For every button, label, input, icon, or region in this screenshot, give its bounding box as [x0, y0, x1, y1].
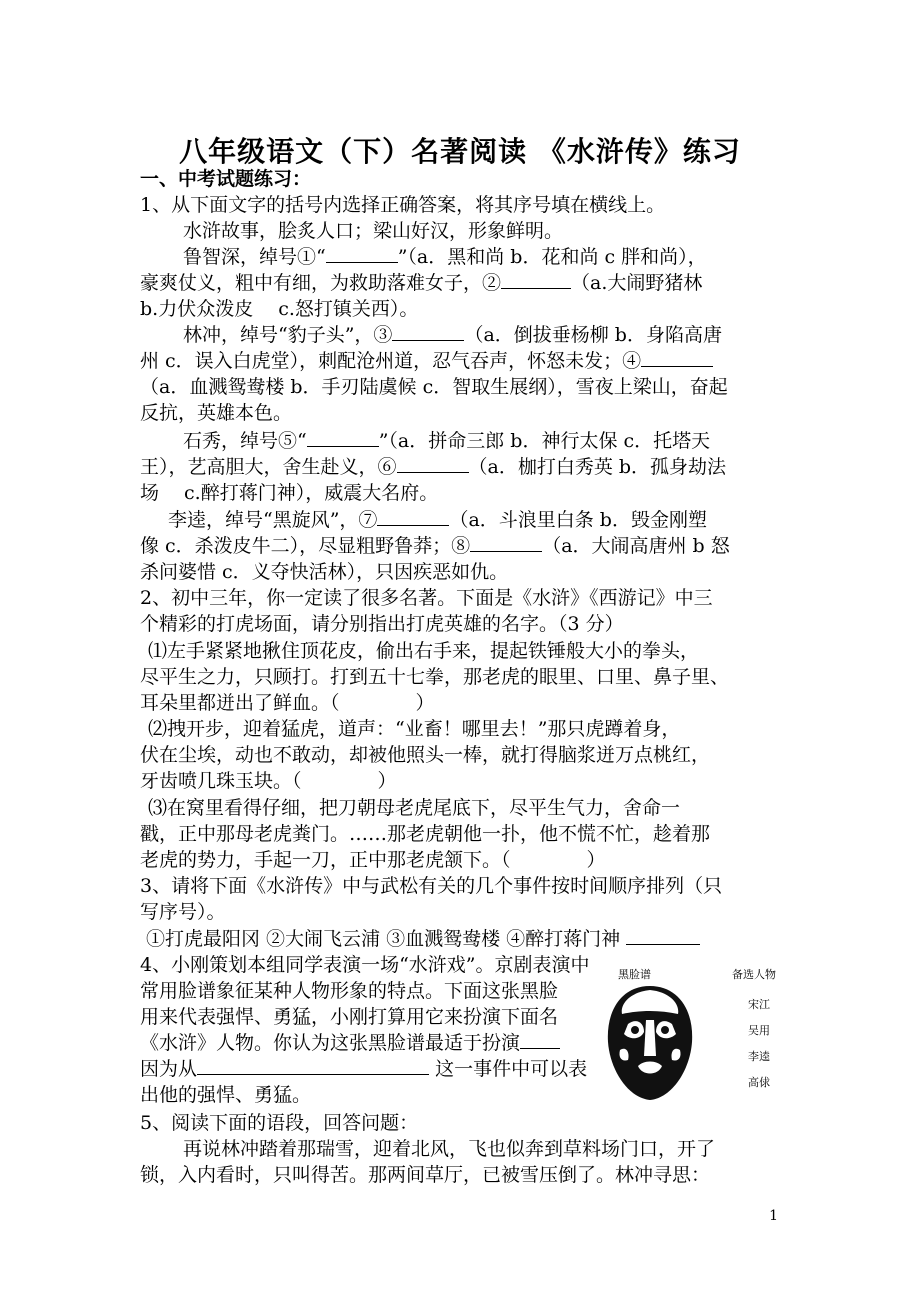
q1-prompt: 1、从下面文字的括号内选择正确答案，将其序号填在横线上。: [140, 194, 666, 216]
q3-prompt-line1: 3、请将下面《水浒传》中与武松有关的几个事件按时间顺序排列（只: [140, 875, 723, 897]
q1-sx-line3: 场 c.醉打蒋门神），威震大名府。: [140, 482, 439, 504]
q5-text-line2: 锁，入内看时，只叫得苦。那两间草厅，已被雪压倒了。林冲寻思：: [140, 1164, 711, 1186]
q3-items: [146, 926, 700, 952]
black-face-mask-icon: [600, 980, 700, 1105]
q4-text: 这一事件中可以表: [435, 1058, 588, 1080]
q1-text: （a.大闹野猪林: [571, 272, 703, 294]
q1-lzs-line2: [140, 270, 702, 296]
q2-c-line1: ⑶在窝里看得仔细，把刀朝母老虎尾底下，尽平生气力，舍命一: [148, 797, 681, 819]
q2-b-line2: 伏在尘埃，动也不敢动，却被他照头一棒，就打得脑浆迸万点桃红，: [140, 744, 711, 766]
q4-line1: 4、小刚策划本组同学表演一场“水浒戏”。京剧表演中: [140, 954, 590, 976]
q1-text: （a．倒拔垂杨柳 b．身陷高唐: [464, 324, 722, 346]
q1-lc-line1: [183, 322, 722, 348]
answer-blank-3[interactable]: [392, 322, 464, 341]
q1-lc-line2: [140, 348, 713, 374]
answer-blank-2[interactable]: [501, 270, 571, 289]
q4-line2: 常用脸谱象征某种人物形象的特点。下面这张黑脸: [140, 980, 559, 1002]
q1-lk-line2: [140, 533, 730, 559]
candidate-item: 吴用: [748, 1024, 770, 1037]
q1-text: 像 c．杀泼皮牛二），尽显粗野鲁莽；⑧: [140, 535, 471, 557]
q5-prompt: 5、阅读下面的语段，回答问题：: [140, 1112, 419, 1134]
q1-text: 李逵，绰号“黑旋风”，⑦: [168, 509, 378, 531]
q1-lk-line1: [168, 507, 707, 533]
q2-c-line3: 老虎的势力，手起一刀，正中那老虎颔下。（ ）: [140, 849, 606, 871]
answer-blank-6[interactable]: [397, 454, 469, 473]
q4-line4: [140, 1030, 560, 1056]
q1-text: 豪爽仗义，粗中有细，为救助落难女子，②: [140, 272, 502, 294]
q2-prompt-line1: 2、初中三年，你一定读了很多名著。下面是《水浒》《西游记》中三: [140, 587, 713, 609]
q3-prompt-line2: 写序号）。: [140, 901, 226, 923]
candidate-item: 李逵: [748, 1050, 770, 1063]
q3-items-text: ①打虎最阳冈 ②大闹飞云浦 ③血溅鸳鸯楼 ④醉打蒋门神: [146, 928, 621, 950]
q1-text: 鲁智深，绰号①“: [183, 246, 326, 268]
answer-blank-q4a[interactable]: [520, 1030, 560, 1049]
q2-a-line2: 尽平生之力，只顾打。打到五十七拳，那老虎的眼里、口里、鼻子里、: [140, 666, 730, 688]
answer-blank-q4b[interactable]: [197, 1056, 429, 1075]
q2-a-line3: 耳朵里都迸出了鲜血。（ ）: [140, 692, 435, 714]
q1-sx-line1: [183, 428, 710, 454]
answer-blank-5[interactable]: [307, 428, 379, 447]
answer-blank-8[interactable]: [470, 533, 542, 552]
q4-line6: 出他的强悍、勇猛。: [140, 1084, 312, 1106]
q4-line3: 用来代表强悍、勇猛，小刚打算用它来扮演下面名: [140, 1006, 559, 1028]
q1-text: ”（a．拼命三郎 b．神行太保 c．托塔天: [378, 430, 711, 452]
q4-text: 因为从: [140, 1058, 198, 1080]
q1-text: 州 c．误入白虎堂），刺配沧州道，忍气吞声，怀怒未发；④: [140, 350, 642, 372]
q1-text: 石秀，绰号⑤“: [183, 430, 307, 452]
page-title: 八年级语文（下）名著阅读 《水浒传》练习: [179, 135, 741, 168]
candidate-item: 宋江: [748, 998, 770, 1011]
q1-text: ”（a．黑和尚 b．花和尚 c 胖和尚），: [397, 246, 707, 268]
q1-text: （a．大闹高唐州 b 怒: [542, 535, 730, 557]
q2-b-line3: 牙齿喷几珠玉块。（ ）: [140, 770, 397, 792]
q2-a-line1: ⑴左手紧紧地揪住顶花皮，偷出右手来，提起铁锤般大小的拳头，: [148, 640, 700, 662]
q1-text: （a．斗浪里白条 b．毁金刚塑: [449, 509, 707, 531]
q1-intro: 水浒故事，脍炙人口；梁山好汉，形象鲜明。: [183, 220, 564, 242]
q2-prompt-line2: 个精彩的打虎场面，请分别指出打虎英雄的名字。（3 分）: [140, 613, 624, 635]
q1-lzs-line1: [183, 244, 707, 270]
q1-text: 王），艺高胆大，舍生赴义，⑥: [140, 456, 397, 478]
candidate-item: 高俅: [748, 1076, 770, 1089]
mask-label: 黑脸谱: [618, 968, 651, 981]
q4-line5: [140, 1056, 587, 1082]
answer-blank-7[interactable]: [377, 507, 449, 526]
q1-text: （a．枷打白秀英 b．孤身劫法: [468, 456, 727, 478]
q1-lk-line3: 杀问婆惜 c．义夺快活林），只因疾恶如仇。: [140, 561, 509, 583]
q1-sx-line2: [140, 454, 726, 480]
q2-b-line1: ⑵拽开步，迎着猛虎，道声：“业畜！哪里去！”那只虎蹲着身，: [148, 718, 681, 740]
q2-c-line2: 戳，正中那母老虎粪门。……那老虎朝他一扑，他不慌不忙，趁着那: [140, 823, 711, 845]
q1-text: 林冲，绰号“豹子头”，③: [183, 324, 393, 346]
q1-lc-line4: 反抗，英雄本色。: [140, 402, 293, 424]
q4-text: 《水浒》人物。你认为这张黑脸谱最适于扮演: [140, 1032, 521, 1054]
answer-blank-q3[interactable]: [626, 926, 700, 945]
page-number: 1: [769, 1208, 778, 1224]
section-heading: 一、中考试题练习：: [140, 168, 312, 190]
candidates-title: 备选人物: [732, 968, 776, 981]
q5-text-line1: 再说林冲踏着那瑞雪，迎着北风，飞也似奔到草料场门口，开了: [183, 1138, 716, 1160]
answer-blank-1[interactable]: [326, 244, 398, 263]
answer-blank-4[interactable]: [641, 348, 713, 367]
q1-lzs-line3: b.力伏众泼皮 c.怒打镇关西）。: [140, 298, 419, 320]
q1-lc-line3: （a．血溅鸳鸯楼 b．手刃陆虞候 c．智取生展纲），雪夜上梁山，奋起: [140, 376, 728, 398]
